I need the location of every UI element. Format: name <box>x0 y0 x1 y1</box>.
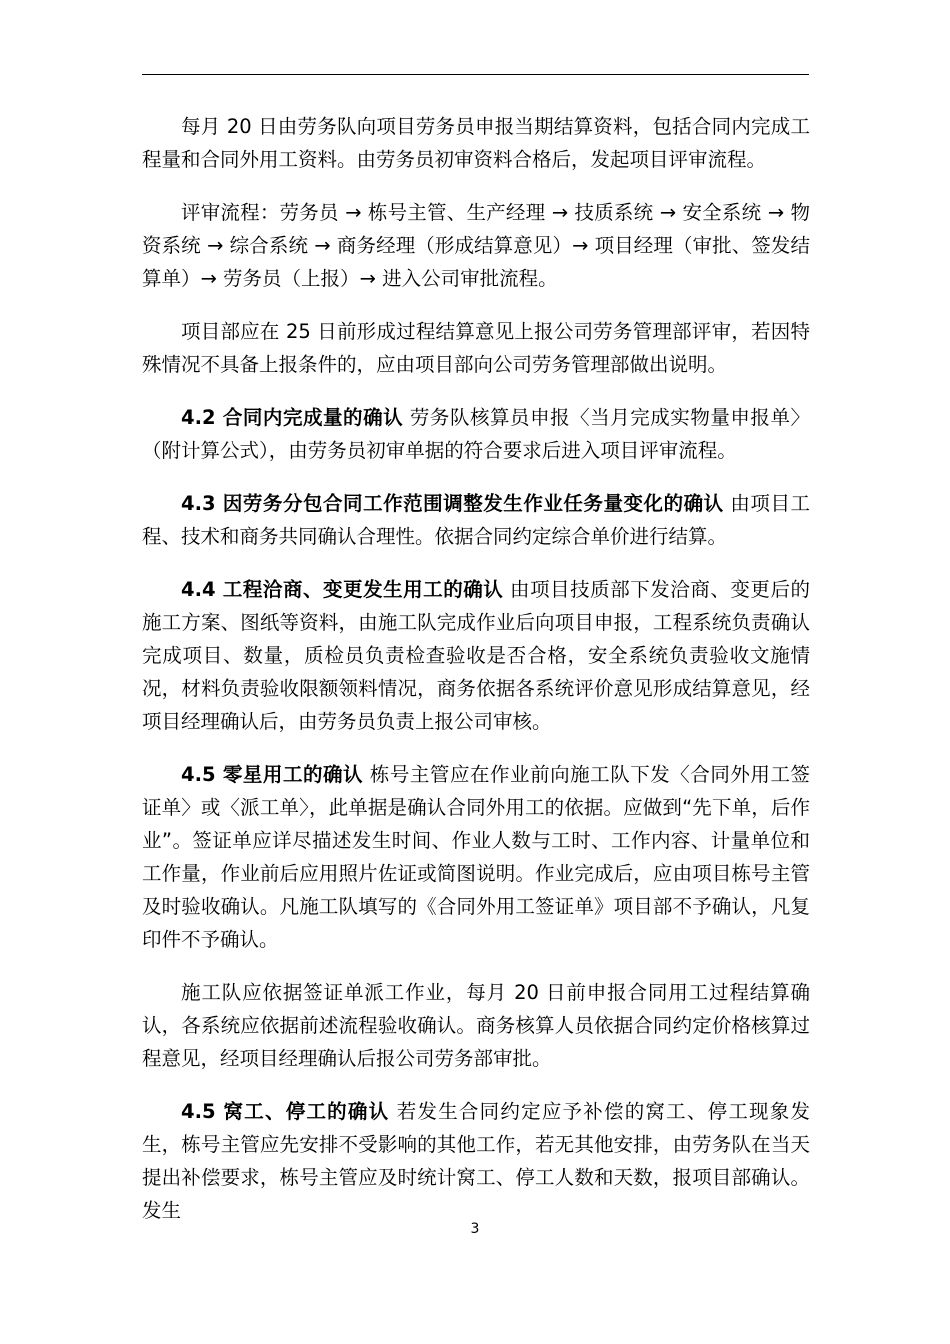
paragraph-text: 评审流程：劳务员 → 栋号主管、生产经理 → 技质系统 → 安全系统 → 物资系统 → 综合系统 → 商务经理（形成结算意见）→ 项目经理（审批、签发结算单）→ 劳务员（上报）→ 进入公司审批流程。 <box>142 201 810 290</box>
paragraph-text: 施工队应依据签证单派工作业，每月 20 日前申报合同用工过程结算确认，各系统应依据前述流程验收确认。商务核算人员依据合同约定价格核算过程意见，经项目经理确认后报公司劳务部审批。 <box>142 981 810 1070</box>
paragraph-text: 项目部应在 25 日前形成过程结算意见上报公司劳务管理部评审，若因特殊情况不具备上报条件的，应由项目部向公司劳务管理部做出说明。 <box>142 320 810 376</box>
document-body <box>142 110 810 1247</box>
section-heading: 4.4 工程洽商、变更发生用工的确认 <box>181 578 504 601</box>
section-text: 由项目技质部下发洽商、变更后的施工方案、图纸等资料，由施工队完成作业后向项目申报，工程系统负责确认完成项目、数量，质检员负责检查验收是否合格，安全系统负责验收文施情况，材料负责验收限额领料情况，商务依据各系统评价意见形成结算意见，经项目经理确认后，由劳务员负责上报公司审核。 <box>142 578 810 733</box>
paragraph-review-process <box>142 196 810 295</box>
section-4-5-idle-work <box>142 1095 810 1227</box>
section-4-3 <box>142 487 810 553</box>
section-heading: 4.2 合同内完成量的确认 <box>181 406 404 429</box>
paragraph-settlement-submission <box>142 110 810 176</box>
section-4-5-odd-jobs <box>142 758 810 956</box>
page-number: 3 <box>470 1221 480 1237</box>
section-text: 由项目工程、技术和商务共同确认合理性。依据合同约定综合单价进行结算。 <box>142 492 810 548</box>
paragraph-deadline <box>142 315 810 381</box>
section-heading: 4.3 因劳务分包合同工作范围调整发生作业任务量变化的确认 <box>181 492 724 515</box>
section-text: 若发生合同约定应予补偿的窝工、停工现象发生，栋号主管应先安排不受影响的其他工作，若无其他安排，由劳务队在当天提出补偿要求，栋号主管应及时统计窝工、停工人数和天数，报项目部确认。发生 <box>142 1100 810 1222</box>
section-text: 劳务队核算员申报〈当月完成实物量申报单〉（附计算公式），由劳务员初审单据的符合要求后进入项目评审流程。 <box>142 406 810 462</box>
paragraph-text: 每月 20 日由劳务队向项目劳务员申报当期结算资料，包括合同内完成工程量和合同外用工资料。由劳务员初审资料合格后，发起项目评审流程。 <box>142 115 810 171</box>
section-heading: 4.5 零星用工的确认 <box>181 763 364 786</box>
section-4-4 <box>142 573 810 738</box>
header-rule <box>142 74 809 75</box>
section-text: 栋号主管应在作业前向施工队下发〈合同外用工签证单〉或〈派工单〉，此单据是确认合同外用工的依据。应做到“先下单，后作业”。签证单应详尽描述发生时间、作业人数与工时、工作内容、计量单位和工作量，作业前后应用照片佐证或简图说明。作业完成后，应由项目栋号主管及时验收确认。凡施工队填写的《合同外用工签证单》项目部不予确认，凡复印件不予确认。 <box>142 763 810 951</box>
section-heading: 4.5 窝工、停工的确认 <box>181 1100 390 1123</box>
paragraph-dispatch <box>142 976 810 1075</box>
section-4-2 <box>142 401 810 467</box>
